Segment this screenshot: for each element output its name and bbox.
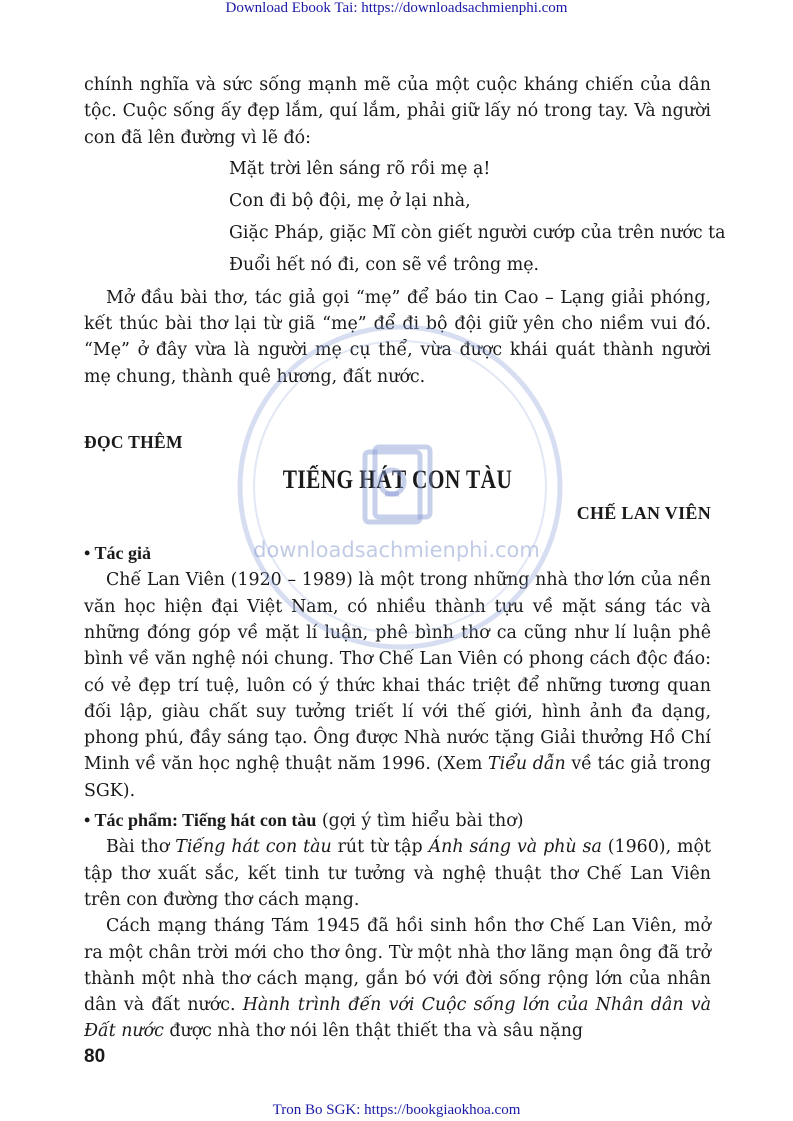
section-label: ĐỌC THÊM (84, 432, 183, 453)
verse-line: Giặc Pháp, giặc Mĩ còn giết người cướp của trên nước ta (229, 222, 726, 243)
author-heading: • Tác giả (84, 543, 151, 564)
poem-title: TIẾNG HÁT CON TÀU (282, 465, 513, 495)
work-paragraph: Cách mạng tháng Tám 1945 đã hồi sinh hồn thơ Chế Lan Viên, mở ra một chân trời mới cho thơ ông. Từ một nhà thơ lãng mạn ông đã trở thành một nhà thơ cách mạng, gắn bó với đời sống rộng lớn của nhân dân và đất nước. Hành trình đến với Cuộc sống lớn của Nhân dân và Đất nước được nhà thơ nói lên thật thiết tha và sâu nặng (84, 916, 711, 1042)
paragraph: Mở đầu bài thơ, tác giả gọi “mẹ” để báo tin Cao – Lạng giải phóng, kết thúc bài thơ lại từ giã “mẹ” để đi bộ đội giữ yên cho niềm vui đó. “Mẹ” ở đây vừa là người mẹ cụ thể, vừa được khái quát thành người mẹ chung, thành quê hương, đất nước. (84, 287, 711, 387)
author-paragraph: Chế Lan Viên (1920 – 1989) là một trong những nhà thơ lớn của nền văn học hiện đại Việt Nam, có nhiều thành tựu về mặt sáng tác và những đóng góp về mặt lí luận, phê bình thơ ca cũng như lí luận phê bình về văn nghệ nói chung. Thơ Chế Lan Viên có phong cách độc đáo: có vẻ đẹp trí tuệ, luôn có ý thức khai thác triệt để những tương quan đối lập, giàu chất suy tưởng triết lí với thế giới, hình ảnh đa dạng, phong phú, đầy sáng tạo. Ông được Nhà nước tặng Giải thưởng Hồ Chí Minh về văn học nghệ thuật năm 1996. (Xem Tiểu dẫn về tác giả trong SGK). (84, 570, 711, 801)
verse-line: Con đi bộ đội, mẹ ở lại nhà, (229, 190, 471, 211)
sgk-link[interactable]: Tron Bo SGK: https://bookgiaokhoa.com (272, 1102, 521, 1118)
download-link[interactable]: Download Ebook Tai: https://downloadsachmienphi.com (225, 0, 568, 16)
page-content (84, 72, 726, 1045)
page-number: 80 (84, 1046, 106, 1067)
work-paragraph: Bài thơ Tiếng hát con tàu rút từ tập Ánh sáng và phù sa (1960), một tập thơ xuất sắc, kết tinh tư tưởng và nghệ thuật thơ Chế Lan Viên trên con đường thơ cách mạng. (84, 837, 711, 910)
verse-line: Đuổi hết nó đi, con sẽ về trông mẹ. (229, 254, 540, 275)
verse-block (84, 153, 726, 281)
paragraph: chính nghĩa và sức sống mạnh mẽ của một cuộc kháng chiến của dân tộc. Cuộc sống ấy đẹp lắm, quí lắm, phải giữ lấy nó trong tay. Và người con đã lên đường vì lẽ đó: (84, 75, 711, 148)
verse-line: Mặt trời lên sáng rõ rồi mẹ ạ! (229, 158, 491, 179)
work-heading: • Tác phẩm: Tiếng hát con tàu (gợi ý tìm hiểu bài thơ) (84, 810, 524, 832)
poem-author: CHẾ LAN VIÊN (576, 503, 711, 524)
watermark-text: downloadsachmienphi.com (253, 538, 540, 562)
